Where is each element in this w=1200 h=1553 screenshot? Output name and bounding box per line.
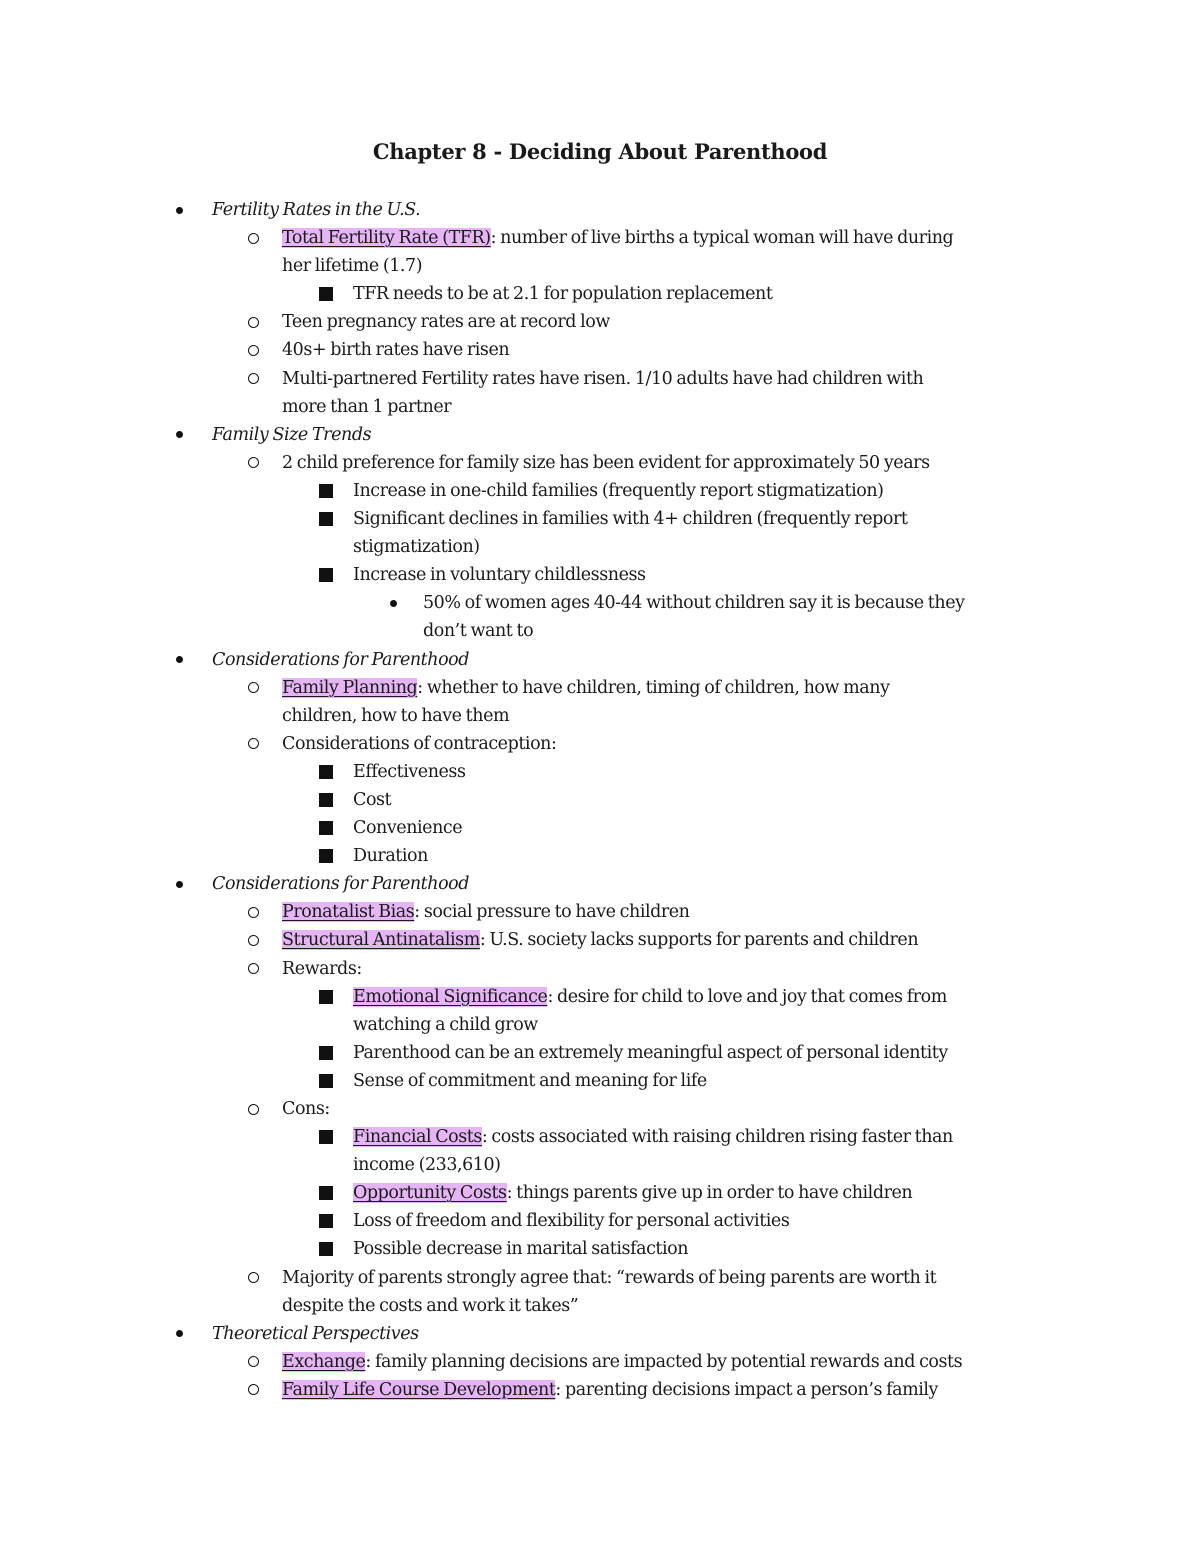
outline-line [353, 1179, 1200, 1207]
outline-text: Convenience [353, 818, 463, 839]
outline-text: don’t want to [423, 621, 534, 642]
square-bullet-icon [319, 786, 333, 814]
outline-item-marital-satisfaction [0, 1235, 1200, 1263]
outline-line [353, 983, 1200, 1011]
outline-item-contraception [0, 730, 1200, 758]
square-bullet-icon [319, 1123, 333, 1151]
square-bullet-icon [319, 814, 333, 842]
outline-text: her lifetime (1.7) [282, 256, 423, 277]
outline-line [282, 1376, 1200, 1404]
outline-text: : desire for child to love and joy that comes from [547, 986, 947, 1007]
highlighted-term: Exchange [282, 1351, 366, 1372]
outline-line [353, 1207, 1200, 1235]
outline-line [212, 870, 1200, 898]
outline-item-birth-rates-40s [0, 336, 1200, 364]
outline-line [282, 1292, 1200, 1320]
outline-line [353, 561, 1200, 589]
hollow-circle-bullet-icon [248, 955, 259, 983]
outline-item-commitment [0, 1067, 1200, 1095]
outline-line [353, 1235, 1200, 1263]
outline-text: Considerations of contraception: [282, 733, 557, 754]
outline-item-exchange [0, 1348, 1200, 1376]
outline-item-theoretical-heading [0, 1320, 1200, 1348]
outline-text: : whether to have children, timing of children, how many [417, 677, 890, 698]
outline-text: 40s+ birth rates have risen [282, 340, 510, 361]
outline-text: Rewards: [282, 958, 362, 979]
bullet-icon [176, 1320, 183, 1348]
hollow-circle-bullet-icon [248, 1264, 259, 1292]
bullet-icon [176, 421, 183, 449]
outline-item-cost [0, 786, 1200, 814]
square-bullet-icon [319, 280, 333, 308]
outline-text: Significant declines in families with 4+ children (frequently report [353, 509, 908, 530]
outline-text: Parenthood can be an extremely meaningful aspect of personal identity [353, 1042, 948, 1063]
outline-item-family-size-heading [0, 421, 1200, 449]
outline-line [423, 617, 1200, 645]
outline-line [212, 421, 1200, 449]
outline-text: income (233,610) [353, 1155, 501, 1176]
outline-line [212, 1320, 1200, 1348]
outline-line [282, 674, 1200, 702]
square-bullet-icon [319, 1235, 333, 1263]
outline-line [353, 814, 1200, 842]
outline-item-financial-costs [0, 1123, 1200, 1179]
outline-item-personal-identity [0, 1039, 1200, 1067]
outline-line [353, 842, 1200, 870]
outline-text: Majority of parents strongly agree that: “rewards of being parents are worth it [282, 1267, 937, 1288]
outline-item-pronatalist-bias [0, 898, 1200, 926]
outline-text: Increase in one-child families (frequently report stigmatization) [353, 480, 884, 501]
highlighted-term: Total Fertility Rate (TFR) [282, 228, 491, 249]
outline-line [353, 280, 1200, 308]
outline-line [423, 589, 1200, 617]
square-bullet-icon [319, 1179, 333, 1207]
outline-text: Family Size Trends [212, 424, 372, 445]
hollow-circle-bullet-icon [248, 365, 259, 393]
outline-text: Loss of freedom and flexibility for personal activities [353, 1211, 790, 1232]
square-bullet-icon [319, 1207, 333, 1235]
outline-text: Cons: [282, 1099, 330, 1119]
outline-line [212, 196, 1200, 224]
outline-item-one-child [0, 477, 1200, 505]
square-bullet-icon [319, 561, 333, 589]
outline-line [282, 702, 1200, 730]
outline-item-considerations-heading-2 [0, 870, 1200, 898]
outline-line [282, 365, 1200, 393]
outline-line [353, 505, 1200, 533]
highlighted-term: Structural Antinatalism [282, 930, 480, 951]
outline-text: Theoretical Perspectives [212, 1323, 419, 1344]
square-bullet-icon [319, 1067, 333, 1095]
outline-item-teen-pregnancy [0, 308, 1200, 336]
outline-item-tfr-replacement [0, 280, 1200, 308]
square-bullet-icon [319, 505, 333, 533]
square-bullet-icon [319, 983, 333, 1011]
outline-item-emotional-significance [0, 983, 1200, 1039]
square-bullet-icon [319, 758, 333, 786]
square-bullet-icon [319, 477, 333, 505]
document-title: Chapter 8 - Deciding About Parenthood [372, 139, 828, 164]
outline-text: : family planning decisions are impacted by potential rewards and costs [365, 1351, 963, 1372]
hollow-circle-bullet-icon [248, 1376, 259, 1404]
hollow-circle-bullet-icon [248, 224, 259, 252]
hollow-circle-bullet-icon [248, 730, 259, 758]
highlighted-term: Financial Costs [353, 1127, 482, 1148]
hollow-circle-bullet-icon [248, 1348, 259, 1376]
outline-text: : number of live births a typical woman will have during [490, 228, 954, 249]
highlighted-term: Family Life Course Development [282, 1379, 556, 1400]
outline-item-multi-partnered [0, 365, 1200, 421]
outline-text: : things parents give up in order to have children [506, 1183, 913, 1204]
outline-text: Considerations for Parenthood [212, 874, 469, 895]
outline-line [282, 1095, 1200, 1123]
outline-line [282, 1348, 1200, 1376]
outline-text: 50% of women ages 40-44 without children say it is because they [423, 593, 965, 614]
highlighted-term: Pronatalist Bias [282, 902, 415, 923]
outline-item-family-life-course [0, 1376, 1200, 1404]
outline-line [353, 533, 1200, 561]
outline-text: stigmatization) [353, 537, 480, 558]
outline-line [282, 449, 1200, 477]
outline-line [353, 1067, 1200, 1095]
outline-item-fertility-heading [0, 196, 1200, 224]
outline-line [282, 252, 1200, 280]
outline-text: Sense of commitment and meaning for life [353, 1070, 707, 1091]
bullet-icon [390, 589, 397, 617]
square-bullet-icon [319, 842, 333, 870]
outline-line [282, 955, 1200, 983]
square-bullet-icon [319, 1039, 333, 1067]
outline-line [282, 336, 1200, 364]
outline-text: TFR needs to be at 2.1 for population replacement [353, 284, 773, 305]
outline-text: : social pressure to have children [414, 902, 690, 923]
outline-text: : costs associated with raising children rising faster than [481, 1127, 953, 1148]
outline-line [353, 1039, 1200, 1067]
outline-item-considerations-heading-1 [0, 646, 1200, 674]
hollow-circle-bullet-icon [248, 336, 259, 364]
outline-item-effectiveness [0, 758, 1200, 786]
hollow-circle-bullet-icon [248, 449, 259, 477]
outline-line [353, 477, 1200, 505]
outline-text: Possible decrease in marital satisfaction [353, 1239, 689, 1260]
outline-text: Increase in voluntary childlessness [353, 565, 646, 586]
outline-text: Cost [353, 789, 392, 810]
outline-text: Effectiveness [353, 761, 466, 782]
outline-text: Multi-partnered Fertility rates have risen. 1/10 adults have had children with [282, 368, 924, 389]
hollow-circle-bullet-icon [248, 1095, 259, 1123]
outline-line [282, 393, 1200, 421]
bullet-icon [176, 870, 183, 898]
outline-text: 2 child preference for family size has been evident for approximately 50 years [282, 452, 930, 473]
highlighted-term: Opportunity Costs [353, 1183, 507, 1204]
outline-item-duration [0, 842, 1200, 870]
outline-item-two-child [0, 449, 1200, 477]
hollow-circle-bullet-icon [248, 898, 259, 926]
highlighted-term: Emotional Significance [353, 986, 548, 1007]
outline-item-opportunity-costs [0, 1179, 1200, 1207]
highlighted-term: Family Planning [282, 677, 418, 698]
outline-text: Considerations for Parenthood [212, 649, 469, 670]
outline-text: more than 1 partner [282, 396, 452, 417]
outline-text: Teen pregnancy rates are at record low [282, 312, 610, 333]
outline-item-loss-of-freedom [0, 1207, 1200, 1235]
bullet-icon [176, 196, 183, 224]
outline-text: children, how to have them [282, 705, 510, 726]
outline-line [353, 786, 1200, 814]
outline-item-cons [0, 1095, 1200, 1123]
outline-line [282, 898, 1200, 926]
outline-line [353, 1123, 1200, 1151]
outline-item-tfr [0, 224, 1200, 280]
hollow-circle-bullet-icon [248, 308, 259, 336]
outline-line [282, 926, 1200, 954]
outline-list [0, 196, 1200, 1404]
outline-text: : parenting decisions impact a person’s family [555, 1379, 938, 1400]
outline-item-four-plus [0, 505, 1200, 561]
outline-text: Fertility Rates in the U.S. [212, 200, 421, 220]
outline-text: : U.S. society lacks supports for parents and children [479, 930, 919, 951]
hollow-circle-bullet-icon [248, 674, 259, 702]
outline-item-fifty-percent [0, 589, 1200, 645]
bullet-icon [176, 646, 183, 674]
outline-item-majority-agree [0, 1264, 1200, 1320]
outline-text: despite the costs and work it takes” [282, 1295, 579, 1316]
outline-item-rewards [0, 955, 1200, 983]
hollow-circle-bullet-icon [248, 926, 259, 954]
outline-item-family-planning [0, 674, 1200, 730]
outline-item-childlessness [0, 561, 1200, 589]
outline-text: watching a child grow [353, 1014, 538, 1035]
outline-line [353, 1151, 1200, 1179]
outline-line [282, 224, 1200, 252]
outline-line [212, 646, 1200, 674]
outline-text: Duration [353, 846, 428, 867]
outline-line [282, 308, 1200, 336]
outline-line [282, 730, 1200, 758]
outline-line [353, 758, 1200, 786]
outline-line [353, 1011, 1200, 1039]
outline-item-structural-antinatalism [0, 926, 1200, 954]
outline-item-convenience [0, 814, 1200, 842]
outline-line [282, 1264, 1200, 1292]
